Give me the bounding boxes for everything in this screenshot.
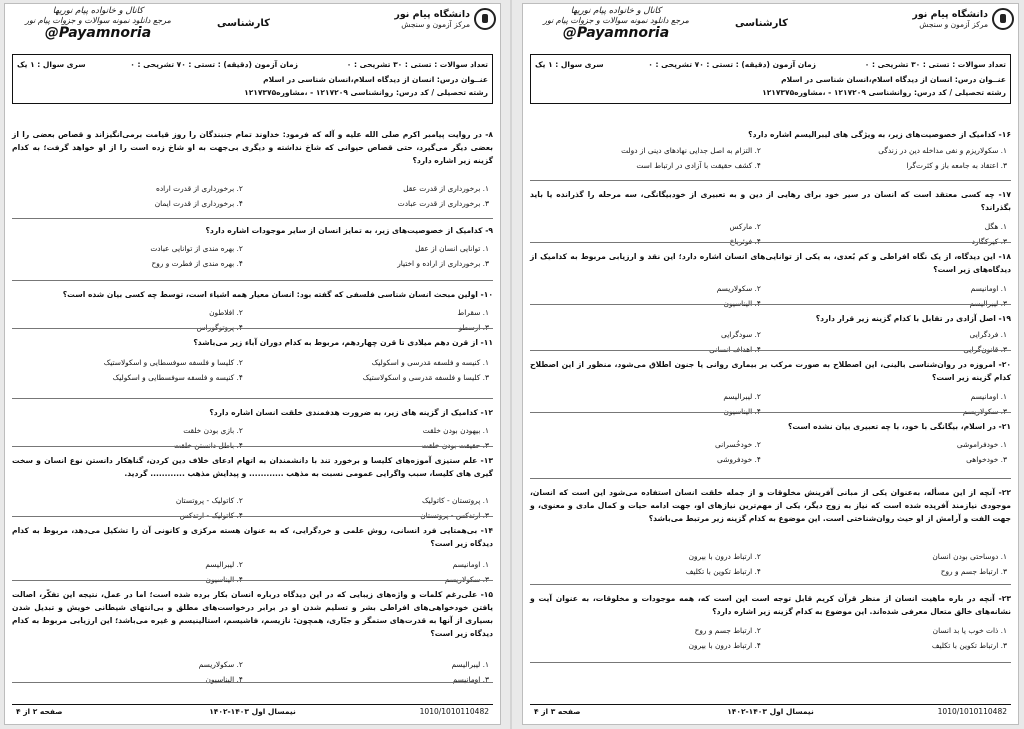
question-divider (530, 304, 1011, 305)
answer-option[interactable]: ۱. هگل (984, 222, 1007, 231)
answer-option[interactable]: ۱. پروتستان - کاتولیک (421, 496, 489, 505)
center-name: مرکز آزمون و سنجش (919, 20, 988, 29)
ad-block (23, 6, 173, 41)
answer-option[interactable]: ۴. برخورداری از قدرت ایمان (154, 199, 243, 208)
answer-option[interactable]: ۳. قانون‌گرایی (963, 345, 1007, 354)
exam-page-right (522, 3, 1019, 725)
question-divider (530, 242, 1011, 243)
answer-option[interactable]: ۳. خودخواهی (966, 455, 1007, 464)
exam-duration: زمان آزمون (دقیقه) : تستی : ۷۰ تشریحی : ۰ (648, 60, 816, 69)
answer-option[interactable]: ۱. کنیسه و فلسفه مَدرسی و اسکولیک (371, 358, 489, 367)
answer-option[interactable]: ۳. اومانیسم (452, 675, 489, 684)
question-text: ۲۲- آنچه از این مسأله، به‌عنوان یکی از مبانی آفرینش مخلوقات و از جمله خلقت انسان استفاده می‌شود این است که انسان، موجودی نیازمند آفریده شده است که نیاز به زوج دیگر، یکی از مهم‌ترین نیازهای او، جهت ادامه حیات و کمال مادی و معنوی، و جهت الفت و آرامش از او حیث روان‌شناختی است. این موضوع به کدام گزینه زیر مرتبط می‌باشد؟ (530, 488, 1011, 523)
degree-level: کارشناسی (735, 18, 788, 29)
answer-option[interactable]: ۴. پروتوگوراس (196, 323, 243, 332)
answer-option[interactable]: ۴. خودفروشی (716, 455, 761, 464)
university-logo-icon (474, 8, 496, 30)
answer-option[interactable]: ۲. سکولاریسم (198, 660, 243, 669)
question-text: ۱۳- علم ستیزی آموزه‌های کلیسا و برخورد تند با دانشمندان به اتهام ادعای خلاف دین کردن، گناهکار دانستن نوع انسان و سخت گیری های کلیسا، سبب واگرایی عمومی نسبت به مذهب ............ و پیدایش مذهب ............ گردید. (12, 456, 493, 478)
answer-option[interactable]: ۴. کاتولیک - ارتدکس (179, 511, 243, 520)
ad-line-1: کانال و خانواده پیام نوریها (570, 6, 662, 16)
university-logo-icon (992, 8, 1014, 30)
answer-option[interactable]: ۴. ارتباط درون با بیرون (688, 641, 761, 650)
answer-option[interactable]: ۲. سکولاریسم (716, 284, 761, 293)
exam-duration: زمان آزمون (دقیقه) : تستی : ۷۰ تشریحی : ۰ (130, 60, 298, 69)
series-number: سری سوال : ۱ یک (535, 60, 604, 69)
answer-option[interactable]: ۳. کلیسا و فلسفه مَدرسی و اسکولاستیک (362, 373, 489, 382)
answer-option[interactable]: ۱. سکولاریزم و نفی مداخله دین در زندگی (878, 146, 1007, 155)
page-number: صفحه ۲ از ۴ (16, 707, 63, 716)
question-divider (530, 662, 1011, 663)
brand-handle: @Payamnoria (44, 25, 152, 41)
answer-option[interactable]: ۲. افلاطون (209, 308, 243, 317)
question-divider (12, 516, 493, 517)
answer-option[interactable]: ۴. بهره مندی از فطرت و روح (151, 259, 243, 268)
answer-option[interactable]: ۴. الیناسیون (723, 299, 761, 308)
answer-option[interactable]: ۱. اومانیسم (970, 284, 1007, 293)
answer-option[interactable]: ۳. برخورداری از قدرت عبادت (397, 199, 489, 208)
answer-option[interactable]: ۱. ذات خوب یا بد انسان (932, 626, 1007, 635)
answer-option[interactable]: ۲. التزام به اصل جدایی نهادهای دینی از دولت (621, 146, 761, 155)
page-header (5, 4, 500, 54)
answer-option[interactable]: ۱. فردگرایی (969, 330, 1007, 339)
question-divider (530, 584, 1011, 585)
answer-option[interactable]: ۱. خودفراموشی (956, 440, 1007, 449)
questions-area (12, 122, 493, 702)
degree-level: کارشناسی (217, 18, 270, 29)
university-block (394, 9, 470, 29)
answer-option[interactable]: ۴. الیناسیون (205, 675, 243, 684)
exam-info-box (530, 54, 1011, 104)
answer-option[interactable]: ۲. بهره مندی از توانایی عبادت (150, 244, 243, 253)
question-text: ۲۱- در اسلام، بیگانگی با خود، با چه تعبیری بیان نشده است؟ (787, 422, 1011, 431)
question-divider (12, 398, 493, 399)
answer-option[interactable]: ۲. ارتباط جسم و روح (694, 626, 761, 635)
answer-option[interactable]: ۲. کاتولیک - پروتستان (175, 496, 243, 505)
answer-option[interactable]: ۱. سقراط (457, 308, 489, 317)
answer-option[interactable]: ۲. لیبرالیسم (723, 392, 761, 401)
questions-area (530, 122, 1011, 702)
questions-count: تعداد سوالات : تستی : ۳۰ تشریحی : ۰ (864, 60, 1006, 69)
answer-option[interactable]: ۱. برخورداری از قدرت عقل (403, 184, 489, 193)
page-gap (510, 0, 512, 729)
answer-option[interactable]: ۱. بیهودن بودن خلقت (422, 426, 489, 435)
exam-page-left (4, 3, 501, 725)
question-divider (12, 218, 493, 219)
page-header (523, 4, 1018, 54)
page-footer (12, 704, 493, 719)
university-block (912, 9, 988, 29)
question-text: ۱۹- اصل آزادی در تقابل با کدام گزینه زیر قرار دارد؟ (815, 314, 1011, 323)
ad-line-2: مرجع دانلود نمونه سوالات و جزوات پیام نور (543, 16, 689, 25)
term-label: نیمسال اول ۱۴۰۳-۱۴۰۲ (209, 707, 296, 716)
question-divider (12, 446, 493, 447)
answer-option[interactable]: ۳. لیبرالیسم (969, 299, 1007, 308)
answer-option[interactable]: ۴. الیناسیون (723, 407, 761, 416)
university-name: دانشگاه پیام نور (394, 9, 470, 20)
question-text: ۱۲- کدامیک از گزینه های زیر، به ضرورت هدفمندی خلقت انسان اشاره دارد؟ (209, 408, 493, 417)
center-name: مرکز آزمون و سنجش (401, 20, 470, 29)
field-code: رشته تحصیلی / کد درس: روانشناسی ۱۲۱۷۲۰۹ - ،مشاوره۱۲۱۷۳۷۵ (244, 88, 488, 97)
ad-block (541, 6, 691, 41)
question-divider (530, 180, 1011, 181)
answer-option[interactable]: ۱. لیبرالیسم (451, 660, 489, 669)
question-divider (12, 328, 493, 329)
answer-option[interactable]: ۳. ارتباط تکوین با تکلیف (931, 641, 1007, 650)
series-number: سری سوال : ۱ یک (17, 60, 86, 69)
term-label: نیمسال اول ۱۴۰۳-۱۴۰۲ (727, 707, 814, 716)
exam-code: 1010/1010110482 (419, 707, 489, 716)
question-text: ۱۰- اولین مبحث انسان شناسی فلسفی که گفته بود: انسان معیار همه اشیاء است، توسط چه کسی بیان شده است؟ (62, 290, 493, 299)
question-divider (12, 580, 493, 581)
answer-option[interactable]: ۲. برخورداری از قدرت اراده (155, 184, 243, 193)
question-text: ۱۶- کدامیک از خصوصیت‌های زیر، به ویژگی های لیبرالیسم اشاره دارد؟ (748, 130, 1011, 139)
answer-option[interactable]: ۴. اهداف انسانی (709, 345, 761, 354)
question-divider (530, 412, 1011, 413)
answer-option[interactable]: ۲. کلیسا و فلسفه سوفسطایی و اسکولاستیک (103, 358, 243, 367)
answer-option[interactable]: ۳. اعتقاد به جامعه باز و کثرت‌گرا (906, 161, 1007, 170)
field-code: رشته تحصیلی / کد درس: روانشناسی ۱۲۱۷۲۰۹ - ،مشاوره۱۲۱۷۳۷۵ (762, 88, 1006, 97)
answer-option[interactable]: ۳. ارتدکس - پروتستان (420, 511, 489, 520)
answer-option[interactable]: ۲. سودگرایی (721, 330, 761, 339)
question-text: ۱۱- از قرن دهم میلادی تا قرن چهاردهم، مربوط به کدام دوران آباء زیر می‌باشد؟ (193, 338, 493, 347)
question-text: ۸- در روایت پیامبر اکرم صلی الله علیه و آله که فرمود: خداوند تمام جنبندگان را روز قیامت برمی‌انگیزاند و قصاص بعضی را از بعضی دیگر می‌گیرد، حتی قصاص حیوانی که شاخ نداشته و دیگری بی‌جهت به او شاخ زده است را از او خواهد گرفت؛ به کدام گزینه زیر اشاره دارد؟ (12, 130, 493, 165)
answer-option[interactable]: ۲. مارکس (729, 222, 761, 231)
page-number: صفحه ۳ از ۴ (534, 707, 581, 716)
answer-option[interactable]: ۳. کیرکگارد (971, 237, 1007, 246)
answer-option[interactable]: ۲. لیبرالیسم (205, 560, 243, 569)
page-footer (530, 704, 1011, 719)
answer-option[interactable]: ۳. ارتباط جسم و روح (940, 567, 1007, 576)
exam-info-box (12, 54, 493, 104)
course-title: عنــوان درس: انسان از دیدگاه اسلام،انسان شناسی در اسلام (263, 75, 488, 84)
question-text: ۱۵- علی‌رغم کلمات و واژه‌های زیبایی که در این دیدگاه درباره انسان بکار برده شده است؛ اما در عمل، نتیجه این تفکّر، اصالت یافتن خودخواهی‌های افراطی بشر و تسلیم شدن او در برابر درخواست‌های مطلق و بی‌انتهای شیطانی خویش و تبدیل شدن بسیاری از آنها به قدرت‌های ستمگر و جبّاری، همچون: نازیسم، فاشیسم، استالینیسم و غیره می‌باشد؛ این ارزیابی مربوط به کدام دیدگاه زیر است؟ (12, 590, 493, 638)
course-title: عنــوان درس: انسان از دیدگاه اسلام،انسان شناسی در اسلام (781, 75, 1006, 84)
question-text: ۹- کدامیک از خصوصیت‌های زیر، به تمایز انسان از سایر موجودات اشاره دارد؟ (205, 226, 493, 235)
answer-option[interactable]: ۴. باطل دانستن خلقت (173, 441, 243, 450)
question-text: ۱۷- چه کسی معتقد است که انسان در سیر خود برای رهایی از دین و به تعبیری از خودبیگانگی، سه مرحله را گذرانده یا باید بگذراند؟ (530, 190, 1011, 212)
question-text: ۲۰- امروزه در روان‌شناسی بالینی، این اصطلاح به صورت مرکب بر بیماری روانی یا جنون اطلاق می‌شود، منظور از این اصطلاح کدام گزینه زیر است؟ (530, 360, 1011, 382)
answer-option[interactable]: ۱. دوساحتی بودن انسان (932, 552, 1007, 561)
brand-handle: @Payamnoria (562, 25, 670, 41)
ad-line-2: مرجع دانلود نمونه سوالات و جزوات پیام نور (25, 16, 171, 25)
answer-option[interactable]: ۳. ارسطو (458, 323, 489, 332)
questions-count: تعداد سوالات : تستی : ۳۰ تشریحی : ۰ (346, 60, 488, 69)
answer-option[interactable]: ۴. کشف حقیقت با آزادی در ارتباط است (636, 161, 761, 170)
answer-option[interactable]: ۱. اومانیسم (970, 392, 1007, 401)
answer-option[interactable]: ۱. اومانیسم (452, 560, 489, 569)
answer-option[interactable]: ۴. الیناسیون (205, 575, 243, 584)
question-divider (12, 280, 493, 281)
answer-option[interactable]: ۲. ارتباط درون با بیرون (688, 552, 761, 561)
answer-option[interactable]: ۱. توانایی انسان از عقل (415, 244, 489, 253)
question-divider (12, 682, 493, 683)
answer-option[interactable]: ۴. ارتباط تکوین با تکلیف (685, 567, 761, 576)
answer-option[interactable]: ۳. سکولاریسم (962, 407, 1007, 416)
answer-option[interactable]: ۴. کنیسه و فلسفه سوفسطایی و اسکولیک (112, 373, 243, 382)
question-text: ۲۳- آنچه در باره ماهیت انسان از منظر قرآن کریم قابل توجه است این است که، همه موجودات و مخلوقات، به عنوان آیت و نشانه‌های خالق متعال معرفی شده‌اند. این موضوع به کدام گزینه زیر اشاره دارد؟ (530, 594, 1011, 616)
question-divider (530, 478, 1011, 479)
ad-line-1: کانال و خانواده پیام نوریها (52, 6, 144, 16)
question-divider (530, 350, 1011, 351)
answer-option[interactable]: ۴. فوئرباخ (729, 237, 761, 246)
question-text: ۱۴- بی‌همتایی فرد انسانی، روش علمی و خردگرایی، که به عنوان هسته مرکزی و کانونی آن را تشکیل می‌دهد، مربوط به کدام دیدگاه زیر است؟ (12, 526, 493, 548)
answer-option[interactable]: ۳. حقیقت بودن خلقت (421, 441, 489, 450)
answer-option[interactable]: ۲. خودخُسرانی (715, 440, 761, 449)
question-text: ۱۸- این دیدگاه، از یک نگاه افراطی و کم بُعدی، به یکی از توانایی‌های انسان اشاره دارد؛ این نقد و ارزیابی مربوط به کدامیک از دیدگاه‌های زیر است؟ (530, 252, 1011, 274)
exam-code: 1010/1010110482 (937, 707, 1007, 716)
university-name: دانشگاه پیام نور (912, 9, 988, 20)
answer-option[interactable]: ۲. بازی بودن خلقت (183, 426, 243, 435)
answer-option[interactable]: ۳. سکولاریسم (444, 575, 489, 584)
answer-option[interactable]: ۳. برخورداری از اراده و اختیار (397, 259, 489, 268)
